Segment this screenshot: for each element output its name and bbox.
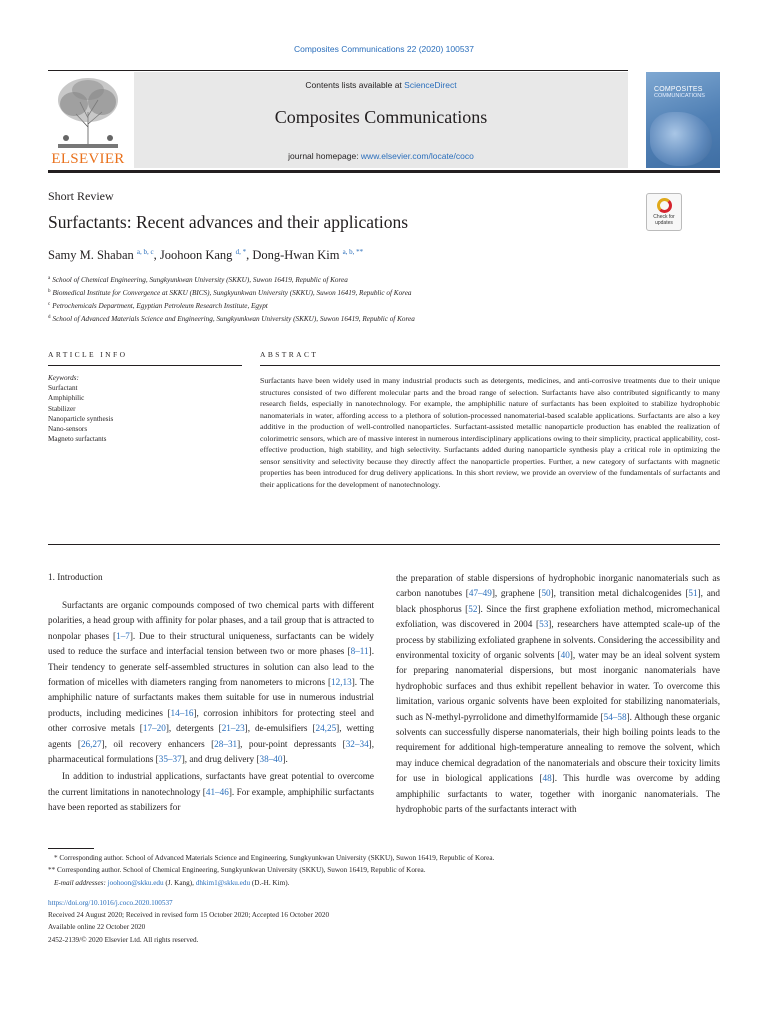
paragraph-text: ]. For example, amphiphilic surfactants have been reported as stabilizers for bbox=[48, 786, 374, 813]
citation-link[interactable]: 54–58 bbox=[603, 711, 627, 722]
publisher-wordmark: ELSEVIER bbox=[51, 151, 125, 167]
paragraph bbox=[48, 598, 374, 767]
homepage-line bbox=[134, 151, 628, 161]
available-online: Available online 22 October 2020 bbox=[48, 923, 146, 932]
body-column-right bbox=[396, 571, 720, 818]
sciencedirect-link[interactable]: ScienceDirect bbox=[404, 80, 457, 90]
affiliation-item: $^d$ School of Advanced Materials Science and Engineering, Sungkyunkwan University (SKKU), Suwon 16419, Republic of Korea bbox=[48, 315, 415, 323]
cover-title bbox=[654, 86, 716, 93]
affiliation-item: $^c$ Petrochemicals Department, Egyptian Petroleum Research Institute, Egypt bbox=[48, 302, 268, 310]
paragraph-text: Surfactants are organic compounds composed of two chemical parts with different polarities, a head group with affinity for polar phases, and a tail group that is attracted to nonpolar phases [ bbox=[48, 600, 374, 641]
paragraph-text: ], pharmaceutical formulations [ bbox=[48, 738, 375, 765]
email-link[interactable]: dhkim1@skku.edu bbox=[195, 878, 251, 887]
citation-link[interactable]: 38–40 bbox=[259, 754, 283, 765]
paragraph-text: ]. This hurdle was overcome by adding amphiphilic surfactants to water, together with inorganic nanomaterials. The hydrophobic parts of the surfactants interact with bbox=[396, 773, 720, 815]
contents-prefix: Contents lists available at bbox=[305, 80, 405, 90]
keyword: Nanoparticle synthesis bbox=[48, 414, 114, 423]
journal-cover-thumbnail[interactable] bbox=[646, 72, 720, 168]
citation-link[interactable]: 35–37 bbox=[158, 754, 182, 765]
citation-link[interactable]: 40 bbox=[560, 650, 570, 661]
article-type: Short Review bbox=[48, 189, 114, 203]
cover-image bbox=[650, 112, 712, 166]
section-heading-introduction: 1. Introduction bbox=[48, 572, 103, 582]
citation-link[interactable]: 41–46 bbox=[205, 786, 229, 797]
affiliation-item: $^a$ School of Chemical Engineering, Sungkyunkwan University (SKKU), Suwon 16419, Republic of Korea bbox=[48, 276, 348, 284]
homepage-prefix: journal homepage: bbox=[288, 151, 361, 161]
paragraph-text: ]. Their tendency to generate self-assembled structures in solution can also lead to the formation of micelles with diameters ranging from nanometers to microns [ bbox=[48, 646, 374, 688]
paragraph bbox=[48, 769, 374, 815]
keyword: Surfactant bbox=[48, 384, 78, 393]
paragraph-text: ], corrosion inhibitors for protecting steel and other corrosive metals [ bbox=[48, 707, 374, 734]
abstract-rule bbox=[260, 365, 720, 366]
paragraph-text: ]. Since the first graphene exfoliation method, micromechanical exfoliation, was discovered in 2004 [ bbox=[396, 603, 721, 630]
citation-link[interactable]: 28–31 bbox=[214, 738, 238, 749]
citation-link[interactable]: 1–7 bbox=[116, 630, 130, 641]
cover-subtitle bbox=[654, 93, 716, 99]
paragraph-text: ]. The amphiphilic nature of surfactants makes them suitable for use in numerous industrial products, including medicines [ bbox=[48, 677, 374, 718]
paragraph-text: ], transition metal dichalcogenides [ bbox=[550, 588, 689, 599]
paragraph bbox=[396, 571, 720, 818]
citation-link[interactable]: 47–49 bbox=[468, 588, 492, 599]
paragraph-text: ], and drug delivery [ bbox=[181, 754, 260, 765]
corresponding-author-note: * Corresponding author. School of Advanced Materials Science and Engineering, Sungkyunkwan University (SKKU), Suwon 16419, Republic of Korea. bbox=[54, 854, 495, 862]
keyword: Magneto surfactants bbox=[48, 435, 107, 444]
paragraph-text: ], pour-point depressants [ bbox=[237, 738, 346, 749]
author-list: Samy M. Shaban $^{a, b, c}$, Joohoon Kang $^{d, *}$, Dong-Hwan Kim $^{a, b, **}$ bbox=[48, 248, 364, 262]
homepage-link[interactable]: www.elsevier.com/locate/coco bbox=[360, 151, 474, 161]
citation-link[interactable]: 51 bbox=[688, 588, 698, 599]
cover-title-2: COMMUNICATIONS bbox=[654, 93, 705, 99]
paragraph-text: ], de-emulsifiers [ bbox=[244, 723, 316, 734]
footnotes bbox=[48, 852, 720, 889]
author-3[interactable]: Dong-Hwan Kim $^{a, b, **}$ bbox=[252, 248, 364, 262]
check-updates-label: Check for updates bbox=[653, 214, 675, 226]
keywords-list bbox=[48, 373, 242, 444]
citation-link[interactable]: 32–34 bbox=[345, 738, 369, 749]
cover-title-1: COMPOSITES bbox=[654, 86, 703, 93]
check-for-updates-button[interactable] bbox=[646, 193, 682, 231]
citation-link[interactable]: 26,27 bbox=[80, 738, 102, 749]
citation-link[interactable]: 53 bbox=[539, 619, 549, 630]
copyright: 2452-2139/© 2020 Elsevier Ltd. All rights reserved. bbox=[48, 935, 199, 944]
doi-link[interactable]: https://doi.org/10.1016/j.coco.2020.100537 bbox=[48, 899, 173, 907]
email-label: E-mail addresses: bbox=[54, 878, 106, 887]
author-1[interactable]: Samy M. Shaban $^{a, b, c}$ bbox=[48, 248, 154, 262]
citation-link[interactable]: 21–23 bbox=[221, 723, 245, 734]
keyword: Nano-sensors bbox=[48, 425, 88, 434]
keyword: Amphiphilic bbox=[48, 394, 85, 403]
abstract-text: Surfactants have been widely used in many industrial products such as detergents, medicines, and anti-corrosive treatments due to their unique structures consisted of two different molecular parts and the broad range of selection. Surfactants have also contributed significantly to many research fields, especially in nanotechnology. For example, the amphiphilic nature of surfactants has been exploited to stabilize hydrophobic nanomaterials in water, affording access to a plethora of solution-processed nanomaterial-based scalable applications. Surfactants are also a key additive in the production of well-controlled nanoparticles. Surfactant-assisted metallic nanoparticle production has enabled the realization of colorimetric sensors, which are of massive interest in numerous interdisciplinary applications owing to their simplicity, practical applicability, cost-effective production, high stability, and high selectivity. Surfactants added during nanoparticle synthesis play a critical role in optimizing the sensor sensitivity and selectivity because they directly affect the nanoparticle properties. Further, a new category of surfactants with magnetic properties has been introduced for drug delivery applications. In this short review, we provide an overview of the fundamentals of surfactants and their applications for the development of nanotechnology. bbox=[260, 376, 720, 489]
corresponding-author-note: ** Corresponding author. School of Chemical Engineering, Sungkyunkwan University (SKKU), Suwon 16419, Republic of Korea. bbox=[48, 866, 426, 875]
article-info-heading: ARTICLE INFO bbox=[48, 350, 128, 359]
paragraph-text: ], water may be an ideal solvent system for preparing nanomaterial dispersions, but most inorganic nanomaterials have hydrophobic surfaces and thus exhibit repellent behavior in water. To overcome this limitation, various organic solvents have been exploited for stabilizing nanomaterials, such as N-methyl-pyrrolidone and dimethylformamide [ bbox=[396, 650, 720, 722]
citation-link[interactable]: 50 bbox=[541, 588, 551, 599]
author-2[interactable]: Joohoon Kang $^{d, *}$ bbox=[159, 248, 247, 262]
citation-link[interactable]: 48 bbox=[542, 773, 552, 784]
article-info-rule bbox=[48, 365, 242, 366]
paragraph-text: ], detergents [ bbox=[165, 723, 222, 734]
paragraph-text: ]. Although these organic solvents can successfully disperse nanomaterials, their high boiling points leads to the requirement for additional high-temperature annealing to remove the solvent, which may induce chemical degradation of the nanomaterials and obscure their toxicity limits for use in biological applications [ bbox=[396, 711, 720, 784]
journal-reference[interactable]: Composites Communications 22 (2020) 100537 bbox=[293, 44, 474, 54]
citation-link[interactable]: 52 bbox=[468, 603, 478, 614]
paragraph-text: ], researchers have attempted scale-up of the process by stabilizing exfoliated graphene in solvents. Considering the accessibility and environmental toxicity of organic solvents [ bbox=[396, 619, 720, 661]
citation-link[interactable]: 17–20 bbox=[142, 723, 166, 734]
abstract-heading: ABSTRACT bbox=[260, 350, 319, 359]
check-updates-icon bbox=[657, 198, 672, 213]
header-top-rule bbox=[48, 70, 628, 71]
paragraph-text: ], and black phosphorus [ bbox=[396, 588, 720, 614]
affiliations bbox=[48, 273, 720, 325]
history-dates: Received 24 August 2020; Received in revised form 15 October 2020; Accepted 16 October 2020 bbox=[48, 911, 330, 920]
citation-link[interactable]: 14–16 bbox=[170, 707, 194, 718]
contents-line bbox=[134, 80, 628, 90]
citation-link[interactable]: 12,13 bbox=[331, 677, 352, 688]
paragraph-text: ], graphene [ bbox=[491, 588, 542, 599]
keywords-label: Keywords: bbox=[48, 374, 79, 382]
paragraph-text: ]. bbox=[282, 754, 288, 765]
article-title: Surfactants: Recent advances and their applications bbox=[48, 212, 409, 232]
paragraph-text: ], oil recovery enhancers [ bbox=[101, 738, 215, 749]
footnote-rule bbox=[48, 848, 94, 849]
paragraph-text: ]. Due to their structural uniqueness, surfactants can be widely used to reduce the surface and interfacial tension between two or more phases [ bbox=[48, 630, 374, 657]
citation-link[interactable]: 24,25 bbox=[315, 723, 337, 734]
affiliation-item: $^b$ Biomedical Institute for Convergence at SKKU (BICS), Sungkyunkwan University (SKKU), Suwon 16419, Republic of Korea bbox=[48, 289, 412, 297]
paragraph-text: In addition to industrial applications, surfactants have great potential to overcome the current limitations in nanotechnology [ bbox=[48, 771, 374, 797]
abstract-bottom-rule bbox=[48, 544, 720, 545]
header-bottom-rule bbox=[48, 170, 720, 173]
keyword: Stabilizer bbox=[48, 404, 76, 413]
email-link[interactable]: joohoon@skku.edu bbox=[107, 878, 164, 887]
publication-info bbox=[48, 897, 720, 946]
body-column-left bbox=[48, 598, 374, 816]
citation-link[interactable]: 8–11 bbox=[350, 646, 369, 657]
email-addresses: E-mail addresses: joohoon@skku.edu (J. Kang), dhkim1@skku.edu (D.-H. Kim). bbox=[54, 878, 290, 887]
paragraph-text: the preparation of stable dispersions of hydrophobic inorganic nanomaterials such as carbon nanotubes [ bbox=[396, 573, 720, 599]
paragraph-text: ], wetting agents [ bbox=[48, 723, 374, 749]
journal-title: Composites Communications bbox=[274, 107, 488, 127]
